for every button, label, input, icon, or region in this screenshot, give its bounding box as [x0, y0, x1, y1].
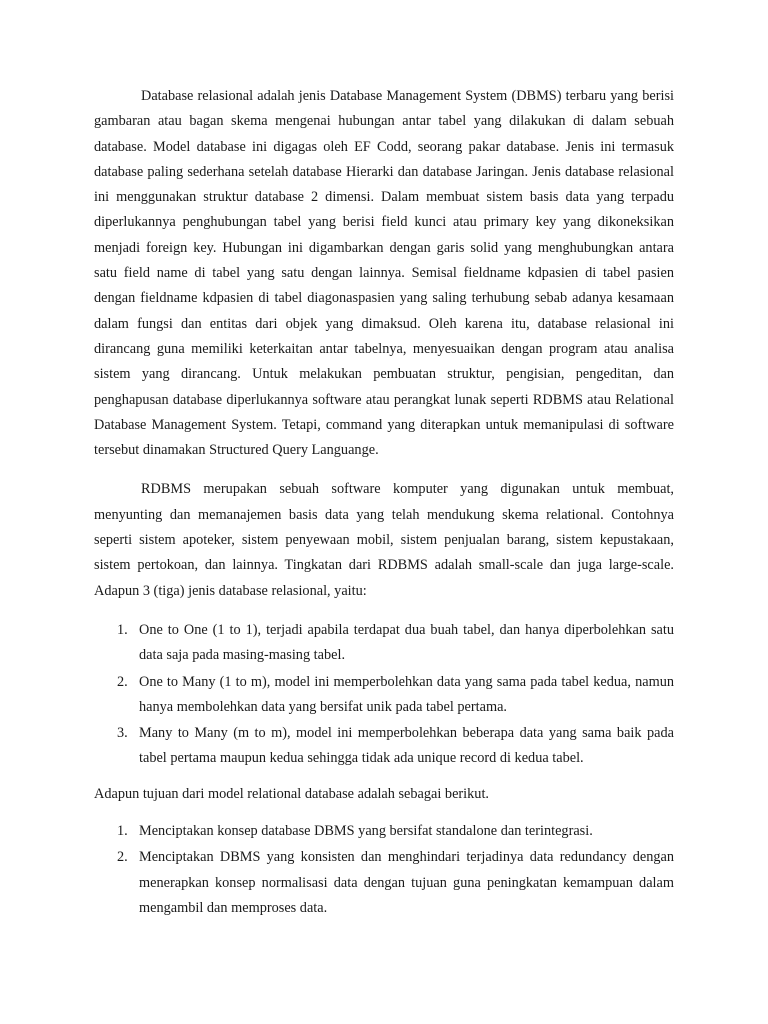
list-item: [94, 670, 674, 721]
list-item-text: Menciptakan DBMS yang konsisten dan menghindari terjadinya data redundancy dengan menerapkan konsep normalisasi data dengan tujuan guna peningkatan kemampuan dalam mengambil dan memproses data.: [139, 849, 674, 916]
paragraph-tujuan-intro: Adapun tujuan dari model relational database adalah sebagai berikut.: [94, 785, 490, 802]
list-item-number: 1.: [117, 621, 128, 638]
list-item: [94, 845, 674, 921]
list-jenis-database-relasional: [94, 618, 674, 772]
list-item: [94, 819, 674, 844]
paragraph-database-relasional: Database relasional adalah jenis Database Management System (DBMS) terbaru yang berisi gambaran atau bagan skema mengenai hubungan antar tabel yang dilakukan di dalam sebuah database. Model database ini digagas oleh EF Codd, seorang pakar database. Jenis ini termasuk database paling sederhana setelah database Hierarki dan database Jaringan. Jenis database relasional ini menggunakan struktur database 2 dimensi. Dalam membuat sistem basis data yang terpadu diperlukannya penghubungan tabel yang berisi field kunci atau primary key yang dikoneksikan menjadi foreign key. Hubungan ini digambarkan dengan garis solid yang menghubungkan antara satu field name di tabel yang satu dengan lainnya. Semisal fieldname kdpasien di tabel pasien dengan fieldname kdpasien di tabel diagonaspasien yang saling terhubung sebab adanya kesamaan dalam fungsi dan entitas dari objek yang dimaksud. Oleh karena itu, database relasional ini dirancang guna memiliki keterkaitan antar tabelnya, menyesuaikan dengan program atau analisa sistem yang dirancang. Untuk melakukan pembuatan struktur, pengisian, pengeditan, dan penghapusan database diperlukannya software atau perangkat lunak seperti RDBMS atau Relational Database Management System. Tetapi, command yang diterapkan untuk memanipulasi di software tersebut dinamakan Structured Query Languange.: [94, 88, 674, 459]
list-tujuan: [94, 819, 674, 921]
list-item-text: One to One (1 to 1), terjadi apabila terdapat dua buah tabel, dan hanya diperbolehkan satu data saja pada masing-masing tabel.: [139, 621, 674, 664]
paragraph-rdbms: RDBMS merupakan sebuah software komputer yang digunakan untuk membuat, menyunting dan memanajemen basis data yang telah mendukung skema relational. Contohnya seperti sistem apoteker, sistem penyewaan mobil, sistem penjualan barang, sistem kepustakaan, sistem pertokoan, dan lainnya. Tingkatan dari RDBMS adalah small-scale dan juga large-scale. Adapun 3 (tiga) jenis database relasional, yaitu:: [94, 481, 674, 599]
list-item-text: Menciptakan konsep database DBMS yang bersifat standalone dan terintegrasi.: [139, 823, 593, 840]
list-item-number: 3.: [117, 725, 128, 742]
list-item-text: Many to Many (m to m), model ini memperbolehkan beberapa data yang sama baik pada tabel pertama maupun kedua sehingga tidak ada unique record di kedua tabel.: [139, 725, 674, 767]
document-page: [94, 84, 674, 931]
list-item: [94, 721, 674, 772]
list-item: [94, 618, 674, 669]
list-item-number: 2.: [117, 849, 128, 866]
list-item-text: One to Many (1 to m), model ini memperbolehkan data yang sama pada tabel kedua, namun hanya membolehkan data yang bersifat unik pada tabel pertama.: [139, 673, 674, 715]
list-item-number: 2.: [117, 673, 128, 690]
list-item-number: 1.: [117, 823, 128, 840]
